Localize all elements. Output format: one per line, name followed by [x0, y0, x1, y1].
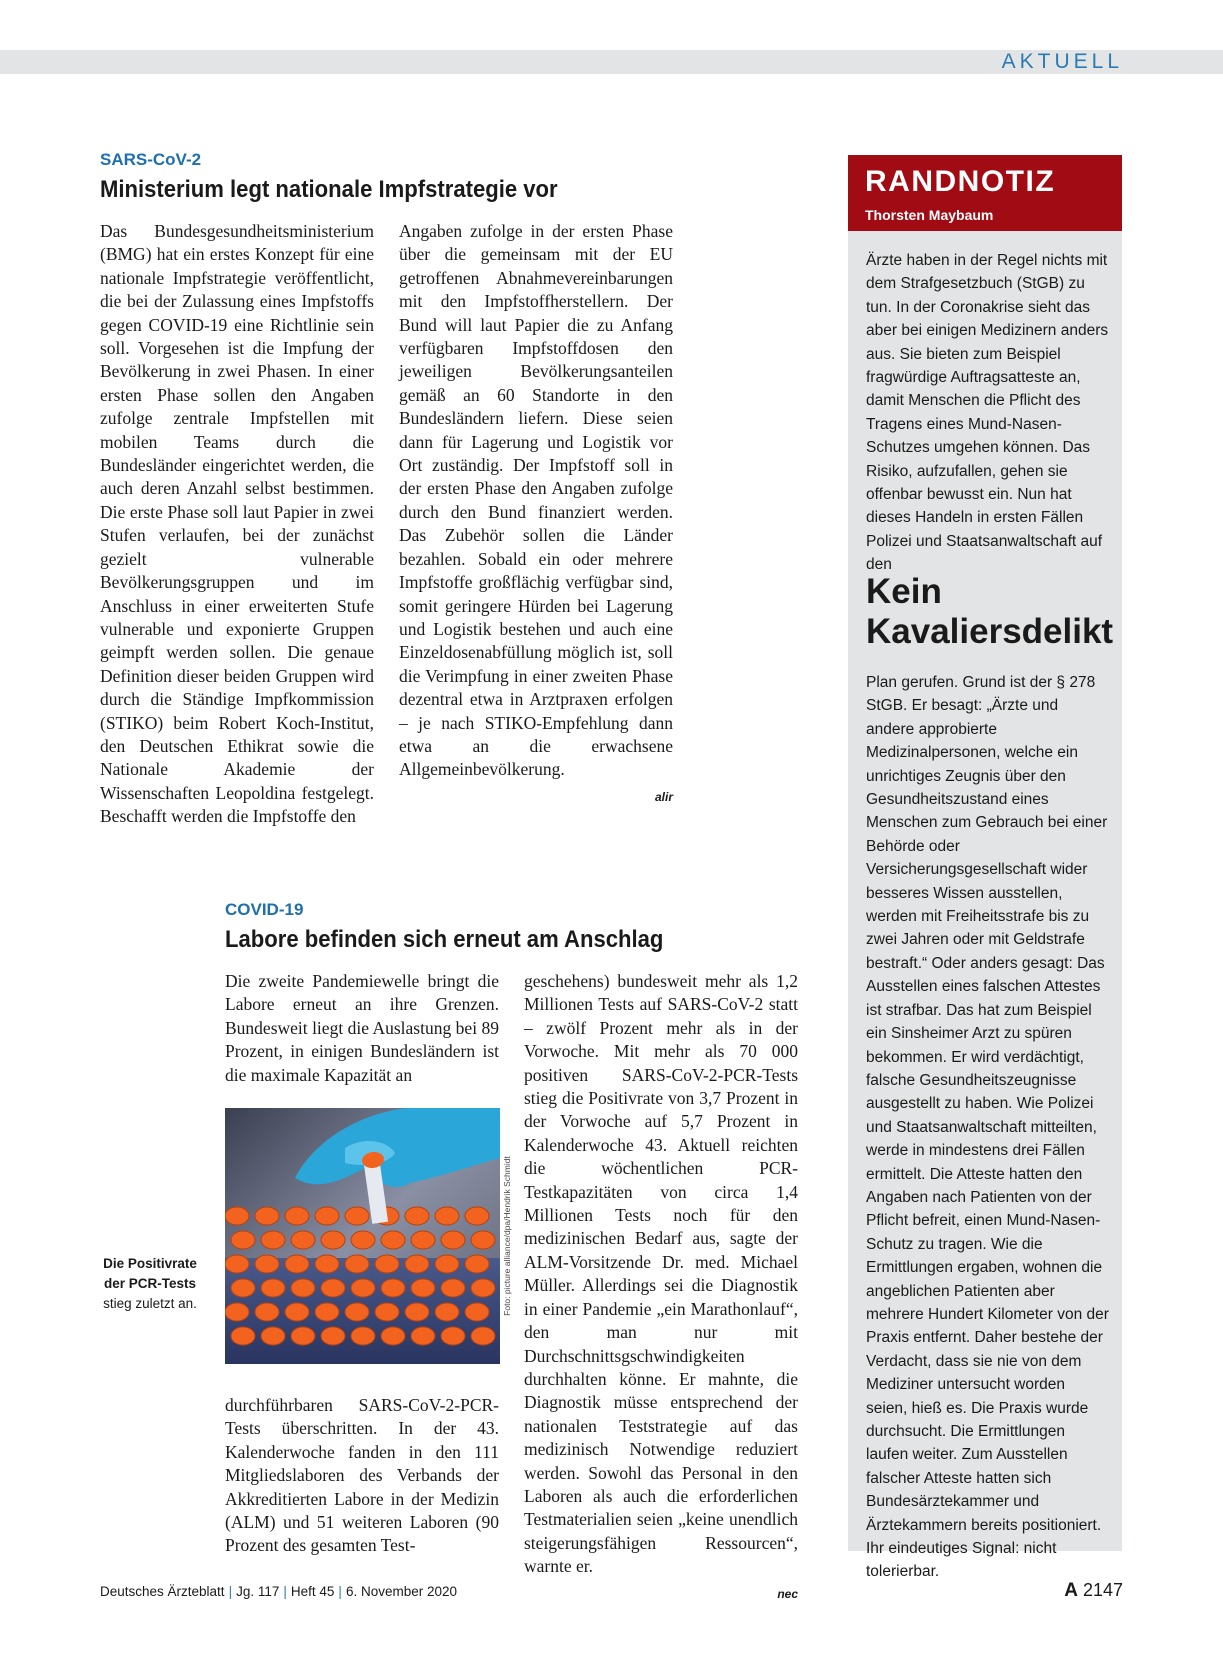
test-tube-cap [465, 1255, 489, 1273]
test-tube-cap [255, 1255, 279, 1273]
footer-citation: Deutsches Ärzteblatt | Jg. 117 | Heft 45 | 6. November 2020 [100, 1584, 458, 1599]
article2-signature: nec [777, 1586, 798, 1601]
test-tube-cap [375, 1303, 399, 1321]
test-tube-cap [231, 1231, 255, 1249]
test-tube-cap [351, 1279, 375, 1297]
test-tube-cap [291, 1327, 315, 1345]
test-tube-cap [231, 1327, 255, 1345]
page-number [1064, 1580, 1123, 1602]
article1-column-1 [100, 220, 374, 829]
caption-bold: Die Positivrate der PCR-Tests [103, 1256, 197, 1291]
article1-kicker: SARS-CoV-2 [100, 150, 202, 169]
test-tube-cap [261, 1327, 285, 1345]
page-number-value: 2147 [1082, 1580, 1123, 1600]
test-tube-cap [315, 1255, 339, 1273]
randnotiz-body: Plan gerufen. Grund ist der § 278 StGB. Er besagt: „Ärzte und andere approbierte Medizinalpersonen, welche ein unrichtiges Zeugnis über den Gesundheitszustand eines Menschen zum Gebrauch bei einer Behörde oder Versicherungsgesellschaft wider besseres Wissen ausstellen, werden mit Freiheitsstrafe bis zu zwei Jahren oder mit Geldstrafe bestraft.“ Oder anders gesagt: Das Ausstellen eines falschen Attestes ist strafbar. Das hat zum Beispiel ein Sinsheimer Arzt zu spüren bekommen. Er wird verdächtigt, falsche Gesundheitszeugnisse ausgestellt zu haben. Wie Polizei und Staatsanwaltschaft mitteilten, werde in mindestens drei Fällen ermittelt. Die Atteste hatten den Angaben nach Patienten von der Pflicht befreit, einen Mund-Nasen-Schutz zu tragen. Wie die Ermittlungen ergaben, wohnen die angeblichen Patienten aber mehrere Hundert Kilometer von der Praxis entfernt. Daher bestehe der Verdacht, dass sie nie von dem Mediziner untersucht worden seien, hieß es. Die Praxis wurde durchsucht. Die Ermittlungen laufen weiter. Zum Ausstellen falscher Atteste hatten sich Bundesärztekammer und Ärztekammern bereits positioniert. Ihr eindeutiges Signal: nicht tolerierbar. [866, 674, 1109, 1581]
test-tube-cap [381, 1327, 405, 1345]
test-tube-cap [225, 1303, 249, 1321]
article1-headline: Ministerium legt nationale Impfstrategie vor [100, 176, 558, 203]
test-tube-cap [255, 1207, 279, 1225]
test-tube-cap [465, 1303, 489, 1321]
test-tube-cap [441, 1231, 465, 1249]
footer-volume: Jg. 117 [236, 1584, 280, 1599]
test-tube-cap [435, 1207, 459, 1225]
test-tube-cap [411, 1279, 435, 1297]
test-tube-cap [411, 1231, 435, 1249]
test-tube-cap [285, 1255, 309, 1273]
article1-col2-text: Angaben zufolge in der ersten Phase über die gemeinsam mit der EU getroffenen Abnahmevereinbarungen mit den Impfstoffherstellern. Der Bund will laut Papier die zu Anfang verfügbaren Impfstoffdosen den jeweiligen Bevölkerungsanteilen gemäß an 60 Standorte in den Bundesländern liefern. Diese seien dann für Lagerung und Logistik vor Ort zuständig. Der Impfstoff soll in der ersten Phase den Angaben zufolge durch den Bund finanziert werden. Das Zubehör sollen die Länder bezahlen. Sobald ein oder mehrere Impfstoffe großflächig verfügbar sind, somit geringere Hürden bei Lagerung und Logistik bestehen und auch eine Einzeldosenabfüllung möglich ist, soll die Verimpfung in einer zweiten Phase dezentral etwa in Arztpraxen erfolgen – je nach STIKO-Empfehlung dann etwa an die erwachsene Allgemeinbevölkerung. [399, 221, 673, 780]
test-tube-cap [441, 1279, 465, 1297]
test-tube-cap [321, 1231, 345, 1249]
test-tube-cap [231, 1279, 255, 1297]
article2-headline: Labore befinden sich erneut am Anschlag [225, 926, 664, 953]
article1-col1-text: Das Bundesgesundheitsministerium (BMG) hat ein erstes Konzept für eine nationale Impfstrategie veröffentlicht, die bei der Zulassung eines Impfstoffs gegen COVID-19 eine Richtlinie sein soll. Vorgesehen ist die Impfung der Bevölkerung in zwei Phasen. In einer ersten Phase sollen den Angaben zufolge zentrale Impfstellen mit mobilen Teams durch die Bundesländer eingerichtet werden, die auch deren Anzahl selbst bestimmen. Die erste Phase soll laut Papier in zwei Stufen verlaufen, bei der zunächst gezielt vulnerable Bevölkerungsgruppen und im Anschluss in einer erweiterten Stufe vulnerable und exponierte Gruppen geimpft werden sollen. Die genaue Definition dieser beiden Gruppen wird durch die Ständige Impfkommission (STIKO) beim Robert Koch-Institut, den Deutschen Ethikrat sowie die Nationale Akademie der Wissenschaften Leopoldina festgelegt. Beschafft werden die Impfstoffe den [100, 221, 374, 827]
article2-column-1-top [225, 970, 499, 1087]
test-tube-cap [321, 1327, 345, 1345]
test-tube-cap [345, 1255, 369, 1273]
test-tube-cap [465, 1207, 489, 1225]
test-tube-cap [435, 1255, 459, 1273]
article1-column-2 [399, 220, 673, 809]
article2-col1-bottom-text: durchführbaren SARS-CoV-2-PCR-Tests überschritten. In der 43. Kalenderwoche fanden in den 111 Mitgliedslaboren des Verbands der Akkreditierten Labore in der Medizin (ALM) und 51 weiteren Laboren (90 Prozent des gesamten Test- [225, 1395, 499, 1556]
test-tube-cap [441, 1327, 465, 1345]
article2-column-2 [524, 970, 798, 1606]
test-tube-cap [285, 1303, 309, 1321]
test-tube-cap [261, 1279, 285, 1297]
section-label: AKTUELL [1001, 50, 1123, 73]
photo-credit: Foto: picture alliance/dpa/Hendrik Schmidt [502, 1156, 512, 1316]
test-tube-cap [225, 1255, 249, 1273]
article2-col1-top-text: Die zweite Pandemiewelle bringt die Labore erneut an ihre Grenzen. Bundesweit liegt die Auslastung bei 89 Prozent, in einigen Bundesländern ist die maximale Kapazität an [225, 971, 499, 1085]
test-tube-cap [345, 1303, 369, 1321]
test-tube-cap [261, 1231, 285, 1249]
test-tube-cap [225, 1207, 249, 1225]
test-tube-cap [285, 1207, 309, 1225]
test-tube-cap [315, 1303, 339, 1321]
test-tube-cap [471, 1231, 495, 1249]
test-tube-cap [291, 1279, 315, 1297]
randnotiz-headline: Kein Kavaliersdelikt [866, 572, 1114, 651]
randnotiz-label: RANDNOTIZ [865, 165, 1056, 198]
test-tube-cap [435, 1303, 459, 1321]
test-tube-cap [351, 1327, 375, 1345]
photo-caption [95, 1254, 205, 1314]
test-tube-cap [315, 1207, 339, 1225]
article2-col2-text: geschehens) bundesweit mehr als 1,2 Millionen Tests auf SARS-CoV-2 statt – zwölf Prozent mehr als in der Vorwoche. Mit mehr als 70 000 positiven SARS-CoV-2-PCR-Tests stieg die Positivrate von 3,7 Prozent in der Vorwoche auf 5,7 Prozent in Kalenderwoche 43. Aktuell reichten die wöchentlichen PCR-Testkapazitäten von circa 1,4 Millionen Tests noch für den medizinischen Bedarf aus, sagte der ALM-Vorsitzende Dr. med. Michael Müller. Allerdings sei die Diagnostik in einer Pandemie „ein Marathonlauf“, den man nur mit Durchschnittsgschwindigkeiten durchhalten könne. Er mahnte, die Diagnostik müsse entsprechend der nationalen Teststrategie auf das medizinisch Notwendige reduziert werden. Sowohl das Personal in den Laboren als auch die erforderlichen Testmaterialien seien „keine unendlich steigerungsfähigen Ressourcen“, warnte er. [524, 971, 798, 1577]
footer-issue: Heft 45 [290, 1584, 335, 1599]
test-tube-cap [471, 1279, 495, 1297]
test-tube-cap [321, 1279, 345, 1297]
randnotiz-intro: Ärzte haben in der Regel nichts mit dem Strafgesetzbuch (StGB) zu tun. In der Coronakrise sieht das aber bei einigen Medizinern anders aus. Sie bieten zum Beispiel fragwürdige Auftragsatteste an, damit Menschen die Pflicht des Tragens eines Mund-Nasen-Schutzes umgehen können. Das Risiko, aufzufallen, gehen sie offenbar bewusst ein. Nun hat dieses Handeln in ersten Fällen Polizei und Staatsanwaltschaft auf den [866, 252, 1109, 574]
test-tube-cap [381, 1279, 405, 1297]
article2-column-1-bottom [225, 1394, 499, 1558]
randnotiz-author: Thorsten Maybaum [865, 207, 994, 223]
test-tube-cap [381, 1231, 405, 1249]
test-tube-cap [291, 1231, 315, 1249]
footer-date: 6. November 2020 [345, 1584, 458, 1599]
caption-rest: stieg zuletzt an. [103, 1296, 197, 1311]
test-tube-cap [405, 1303, 429, 1321]
article2-kicker: COVID-19 [225, 900, 304, 919]
test-tube-cap [411, 1327, 435, 1345]
lab-photo [225, 1108, 500, 1364]
test-tube-cap [255, 1303, 279, 1321]
test-tube-cap [375, 1255, 399, 1273]
test-tube-cap [405, 1255, 429, 1273]
test-tube-cap [345, 1207, 369, 1225]
randnotiz-header [848, 155, 1122, 231]
page-prefix: A [1064, 1580, 1078, 1601]
test-tube-cap [351, 1231, 375, 1249]
test-tube-cap [405, 1207, 429, 1225]
footer-journal: Deutsches Ärzteblatt [100, 1584, 225, 1599]
article1-signature: alir [654, 789, 673, 804]
test-tube-cap [471, 1327, 495, 1345]
